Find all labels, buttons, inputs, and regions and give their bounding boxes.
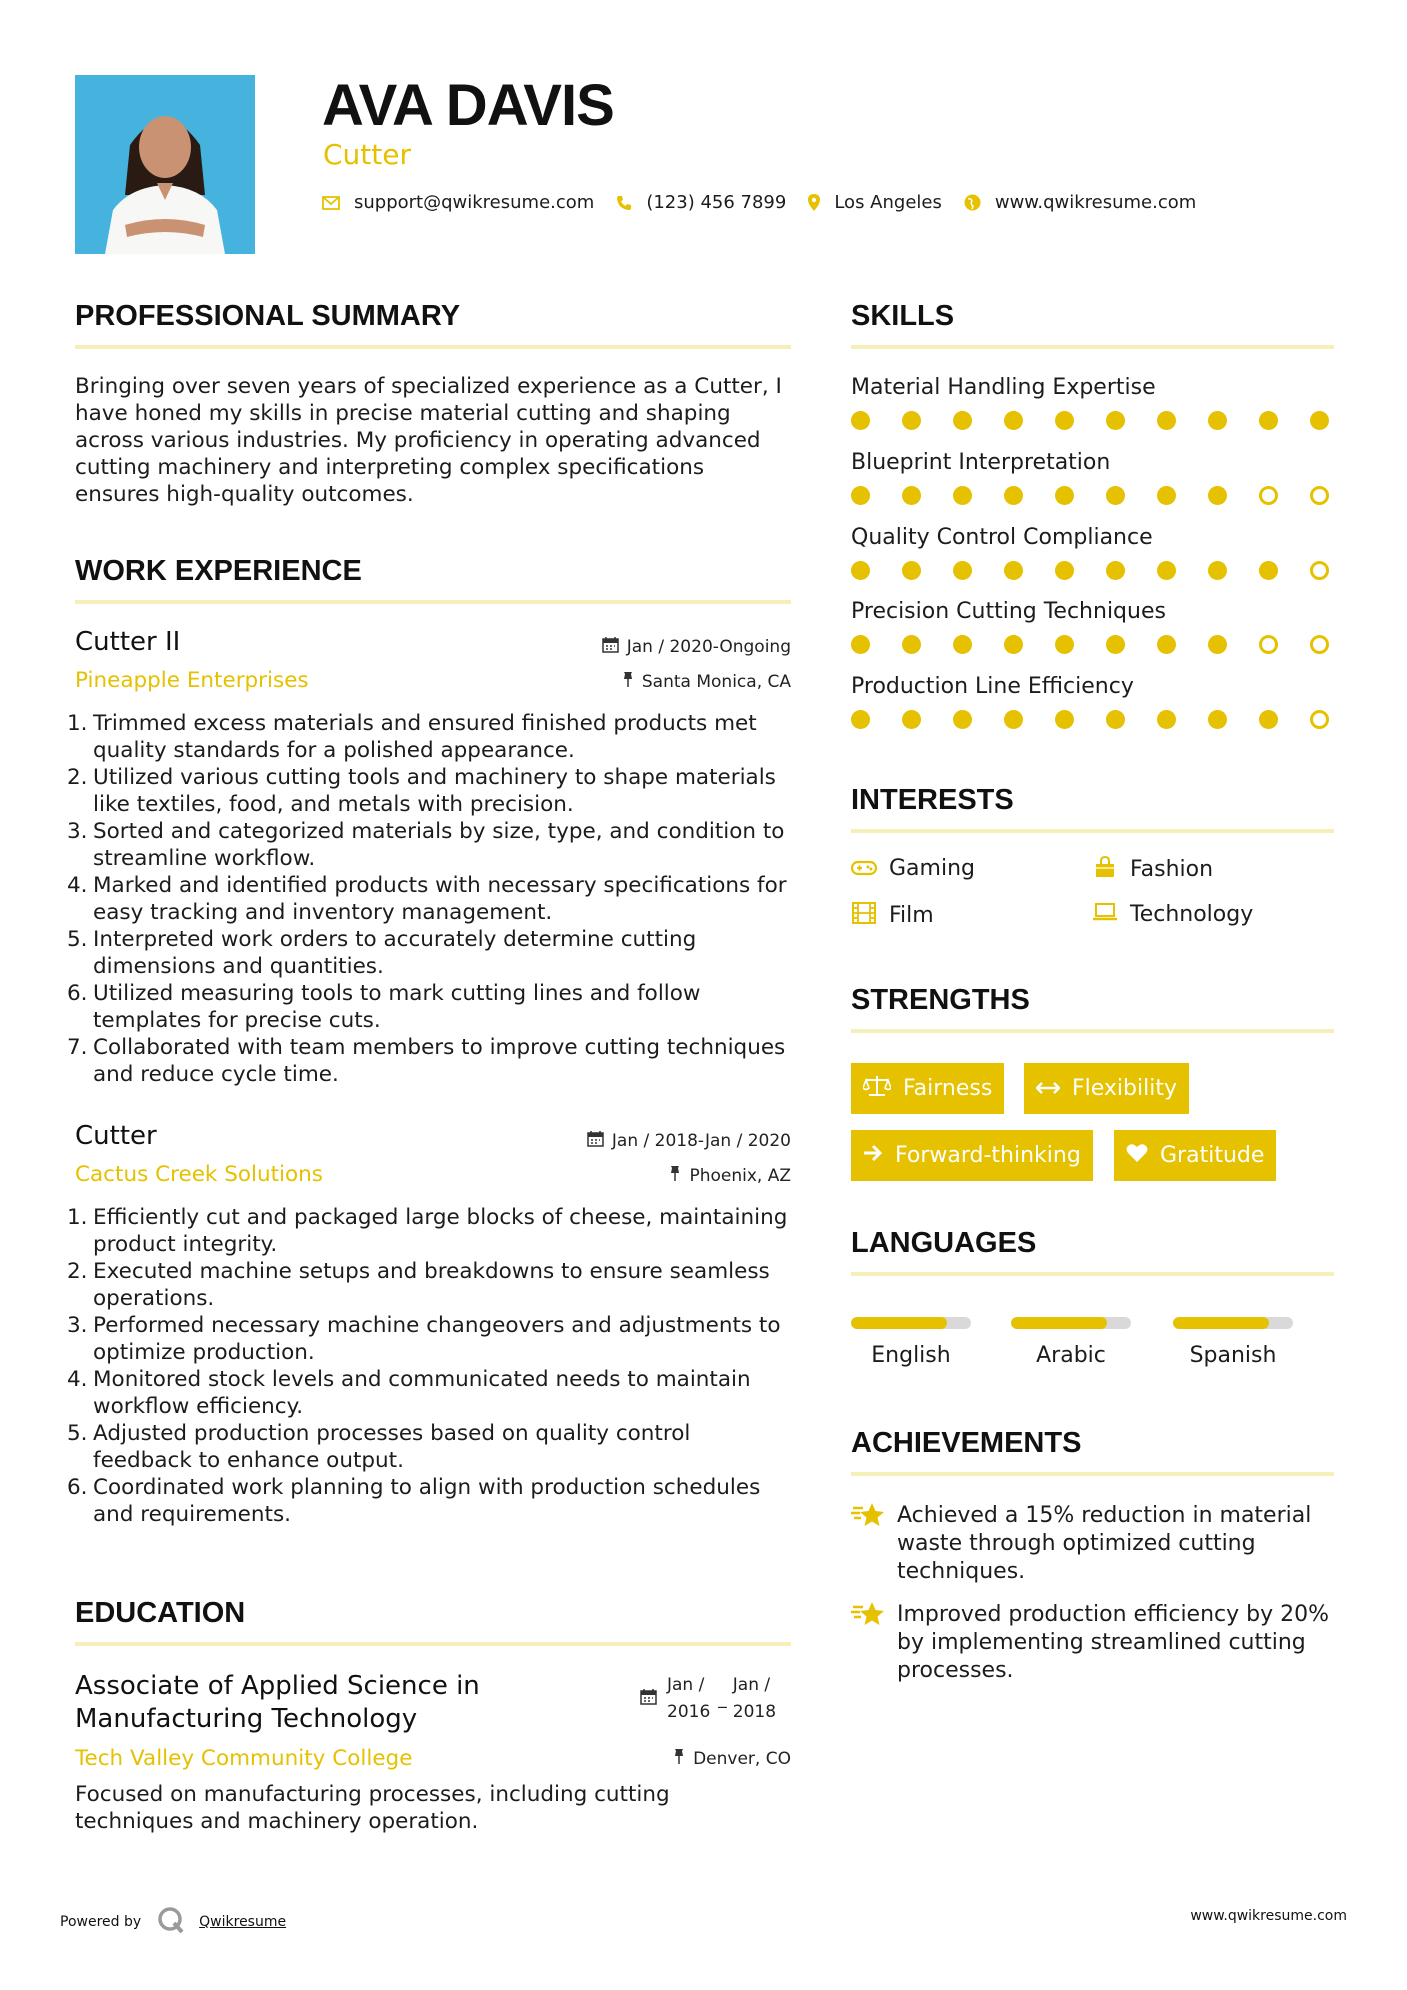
rating-dot-filled xyxy=(953,710,972,729)
rating-dot-filled xyxy=(1106,486,1125,505)
strength-label: Fairness xyxy=(903,1076,993,1101)
job-role: Cutter II xyxy=(75,627,181,657)
strengths-divider xyxy=(851,1029,1334,1033)
interest-item xyxy=(1092,856,1213,883)
laptop-icon xyxy=(1092,902,1118,927)
strength-label: Gratitude xyxy=(1160,1143,1265,1168)
experience-divider xyxy=(75,600,791,604)
rating-dot-filled xyxy=(902,411,921,430)
interest-item xyxy=(1092,902,1253,927)
rating-dot-filled xyxy=(1208,486,1227,505)
list-item: 4. Marked and identified products with necessary specifications for easy tracking and inventory management. xyxy=(67,873,787,925)
list-item: 1. Trimmed excess materials and ensured finished products met quality standards for a polished appearance. xyxy=(67,711,757,763)
degree-title xyxy=(75,1670,480,1736)
summary-heading: PROFESSIONAL SUMMARY xyxy=(75,300,461,332)
footer-powered-by xyxy=(60,1906,286,1938)
degree-line-2: Manufacturing Technology xyxy=(75,1704,418,1734)
skill-row xyxy=(851,525,1329,580)
pushpin-icon xyxy=(669,1165,681,1186)
strength-label: Forward-thinking xyxy=(895,1143,1081,1168)
education-location-text: Denver, CO xyxy=(693,1748,791,1769)
rating-dot-filled xyxy=(1055,635,1074,654)
rating-dot-filled xyxy=(1004,411,1023,430)
rating-dot-filled xyxy=(1106,710,1125,729)
rating-dot-empty xyxy=(1310,486,1329,505)
job-company: Pineapple Enterprises xyxy=(75,668,309,693)
rating-dot-empty xyxy=(1310,561,1329,580)
language-item xyxy=(851,1317,971,1368)
interest-label: Fashion xyxy=(1130,857,1214,882)
rating-dot-empty xyxy=(1259,486,1278,505)
globe-icon xyxy=(964,194,981,211)
rating-dot-filled xyxy=(851,635,870,654)
rating-dot-filled xyxy=(1004,561,1023,580)
strength-label: Flexibility xyxy=(1072,1076,1177,1101)
skill-rating xyxy=(851,561,1329,580)
strengths-heading: STRENGTHS xyxy=(851,984,1030,1016)
rating-dot-filled xyxy=(1055,710,1074,729)
language-item xyxy=(1011,1317,1131,1368)
envelope-icon xyxy=(322,196,340,210)
rating-dot-filled xyxy=(851,561,870,580)
skill-row xyxy=(851,450,1329,505)
achievement-item xyxy=(851,1502,1347,1586)
rating-dot-filled xyxy=(851,411,870,430)
rating-dot-filled xyxy=(1055,561,1074,580)
rating-dot-filled xyxy=(851,710,870,729)
job-location-text: Santa Monica, CA xyxy=(641,671,791,692)
rating-dot-filled xyxy=(1259,411,1278,430)
strength-chip xyxy=(851,1063,1004,1114)
language-name: Arabic xyxy=(1036,1343,1106,1368)
rating-dot-filled xyxy=(1208,635,1227,654)
skill-name: Precision Cutting Techniques xyxy=(851,599,1166,624)
contact-website[interactable]: www.qwikresume.com xyxy=(994,192,1197,213)
rating-dot-filled xyxy=(1106,411,1125,430)
film-icon xyxy=(851,902,877,929)
language-level-fill xyxy=(1011,1317,1107,1329)
language-level-bar xyxy=(1173,1317,1293,1329)
brand-link[interactable]: Qwikresume xyxy=(199,1914,287,1930)
skill-rating xyxy=(851,635,1329,654)
shopping-bag-icon xyxy=(1092,856,1118,883)
job-dates xyxy=(480,1130,791,1151)
strength-chip xyxy=(851,1130,1093,1181)
skills-heading: SKILLS xyxy=(851,300,955,332)
rating-dot-filled xyxy=(1157,561,1176,580)
calendar-icon xyxy=(587,1130,604,1151)
job-location xyxy=(480,671,791,692)
list-item: 3. Performed necessary machine changeovers and adjustments to optimize production. xyxy=(67,1313,781,1365)
achievements-divider xyxy=(851,1472,1334,1476)
rating-dot-filled xyxy=(1157,710,1176,729)
achievement-item xyxy=(851,1601,1347,1685)
language-name: English xyxy=(871,1343,951,1368)
calendar-icon xyxy=(640,1688,657,1710)
pushpin-icon xyxy=(673,1748,685,1769)
job-role: Cutter xyxy=(75,1121,157,1151)
skill-rating xyxy=(851,486,1329,505)
list-item: 6. Coordinated work planning to align with production schedules and requirements. xyxy=(67,1475,761,1527)
education-description: Focused on manufacturing processes, including cutting techniques and machinery operation. xyxy=(75,1782,670,1834)
language-level-fill xyxy=(851,1317,947,1329)
degree-line-1: Associate of Applied Science in xyxy=(75,1671,480,1701)
rating-dot-filled xyxy=(953,486,972,505)
job-location xyxy=(480,1165,791,1186)
contact-bar xyxy=(322,192,1218,213)
interest-item xyxy=(851,902,934,929)
rating-dot-filled xyxy=(1055,411,1074,430)
skill-rating xyxy=(851,710,1329,729)
contact-location: Los Angeles xyxy=(834,192,942,213)
interests-heading: INTERESTS xyxy=(851,784,1014,816)
languages-divider xyxy=(851,1272,1334,1276)
list-item: 3. Sorted and categorized materials by size, type, and condition to streamline workflow. xyxy=(67,819,785,871)
rating-dot-filled xyxy=(1157,635,1176,654)
education-location xyxy=(480,1748,791,1769)
interest-label: Technology xyxy=(1130,902,1254,927)
achievement-text: Achieved a 15% reduction in material waste through optimized cutting techniques. xyxy=(897,1503,1312,1584)
contact-phone[interactable]: (123) 456 7899 xyxy=(646,192,787,213)
start-date: Jan / 2016 xyxy=(667,1675,711,1722)
rating-dot-filled xyxy=(953,561,972,580)
heart-icon xyxy=(1126,1143,1148,1169)
rating-dot-filled xyxy=(902,710,921,729)
footer-website[interactable]: www.qwikresume.com xyxy=(1190,1908,1347,1924)
rating-dot-filled xyxy=(1157,486,1176,505)
languages-heading: LANGUAGES xyxy=(851,1227,1037,1259)
interest-item xyxy=(851,856,975,881)
interest-label: Film xyxy=(889,903,934,928)
rating-dot-empty xyxy=(1310,710,1329,729)
rating-dot-filled xyxy=(1004,635,1023,654)
rating-dot-filled xyxy=(1106,561,1125,580)
list-item: 6. Utilized measuring tools to mark cutting lines and follow templates for precise cuts. xyxy=(67,981,701,1033)
rating-dot-filled xyxy=(1106,635,1125,654)
interests-divider xyxy=(851,829,1334,833)
gamepad-icon xyxy=(851,857,877,881)
education-divider xyxy=(75,1642,791,1646)
skill-name: Production Line Efficiency xyxy=(851,674,1134,699)
rating-dot-filled xyxy=(1055,486,1074,505)
rating-dot-filled xyxy=(953,411,972,430)
job-dates-text: Jan / 2020-Ongoing xyxy=(626,636,791,657)
skill-row xyxy=(851,674,1329,729)
strength-chip xyxy=(1114,1130,1276,1181)
job-company: Cactus Creek Solutions xyxy=(75,1162,324,1187)
pushpin-icon xyxy=(622,671,634,692)
job-duties-list xyxy=(67,1204,795,1528)
skill-rating xyxy=(851,411,1329,430)
job-location-text: Phoenix, AZ xyxy=(689,1165,791,1186)
skill-row xyxy=(851,375,1329,430)
phone-icon xyxy=(616,195,632,211)
language-item xyxy=(1173,1317,1293,1368)
education-heading: EDUCATION xyxy=(75,1597,246,1629)
skill-name: Quality Control Compliance xyxy=(851,525,1153,550)
star-icon xyxy=(851,1601,885,1635)
rating-dot-filled xyxy=(1310,411,1329,430)
rating-dot-filled xyxy=(1004,486,1023,505)
list-item: 2. Executed machine setups and breakdowns to ensure seamless operations. xyxy=(67,1259,770,1311)
skill-row xyxy=(851,599,1329,654)
strength-chip xyxy=(1024,1063,1189,1114)
date-separator: _ xyxy=(718,1688,727,1709)
candidate-job-title: Cutter xyxy=(323,138,411,171)
calendar-icon xyxy=(602,636,619,657)
school-name: Tech Valley Community College xyxy=(75,1746,413,1771)
rating-dot-filled xyxy=(953,635,972,654)
job-dates-text: Jan / 2018-Jan / 2020 xyxy=(611,1130,791,1151)
balance-scale-icon xyxy=(863,1075,891,1103)
powered-by-label: Powered by xyxy=(60,1914,142,1930)
summary-text: Bringing over seven years of specialized experience as a Cutter, I have honed my skills in precise material cutting and shaping across various industries. My proficiency in operating advanced cutting machinery and interpreting complex specifications ensures high-quality outcomes. xyxy=(75,374,782,507)
skills-divider xyxy=(851,345,1334,349)
interest-label: Gaming xyxy=(889,856,975,881)
list-item: 4. Monitored stock levels and communicated needs to maintain workflow efficiency. xyxy=(67,1367,751,1419)
contact-email[interactable]: support@qwikresume.com xyxy=(354,192,595,213)
profile-photo xyxy=(75,75,255,254)
rating-dot-filled xyxy=(1208,710,1227,729)
list-item: 1. Efficiently cut and packaged large blocks of cheese, maintaining product integrity. xyxy=(67,1205,788,1257)
person-photo-illustration xyxy=(75,75,255,254)
experience-heading: WORK EXPERIENCE xyxy=(75,555,362,587)
star-icon xyxy=(851,1502,885,1536)
rating-dot-empty xyxy=(1259,635,1278,654)
job-dates xyxy=(480,636,791,657)
map-pin-icon xyxy=(808,194,820,211)
language-level-fill xyxy=(1173,1317,1269,1329)
rating-dot-filled xyxy=(1259,710,1278,729)
rating-dot-filled xyxy=(851,486,870,505)
achievement-text: Improved production efficiency by 20% by implementing streamlined cutting processes. xyxy=(897,1602,1330,1683)
achievements-heading: ACHIEVEMENTS xyxy=(851,1427,1082,1459)
rating-dot-filled xyxy=(902,486,921,505)
list-item: 5. Interpreted work orders to accurately determine cutting dimensions and quantities. xyxy=(67,927,697,979)
rating-dot-filled xyxy=(1208,411,1227,430)
arrows-horizontal-icon xyxy=(1036,1076,1060,1101)
qwikresume-logo-icon xyxy=(157,1906,185,1938)
skill-name: Material Handling Expertise xyxy=(851,375,1156,400)
language-level-bar xyxy=(1011,1317,1131,1329)
rating-dot-filled xyxy=(1004,710,1023,729)
job-duties-list xyxy=(67,710,795,1088)
list-item: 2. Utilized various cutting tools and machinery to shape materials like textiles, food, and metals with precision. xyxy=(67,765,776,817)
end-date: Jan / 2018 xyxy=(732,1675,777,1722)
rating-dot-empty xyxy=(1310,635,1329,654)
rating-dot-filled xyxy=(902,561,921,580)
skill-name: Blueprint Interpretation xyxy=(851,450,1111,475)
summary-divider xyxy=(75,345,791,349)
education-dates xyxy=(640,1672,776,1726)
candidate-name: AVA DAVIS xyxy=(322,73,614,138)
rating-dot-filled xyxy=(1259,561,1278,580)
rating-dot-filled xyxy=(902,635,921,654)
language-level-bar xyxy=(851,1317,971,1329)
rating-dot-filled xyxy=(1208,561,1227,580)
rating-dot-filled xyxy=(1157,411,1176,430)
list-item: 5. Adjusted production processes based on quality control feedback to enhance output. xyxy=(67,1421,691,1473)
language-name: Spanish xyxy=(1189,1343,1277,1368)
arrow-right-icon xyxy=(863,1143,883,1168)
list-item: 7. Collaborated with team members to improve cutting techniques and reduce cycle time. xyxy=(67,1035,786,1087)
